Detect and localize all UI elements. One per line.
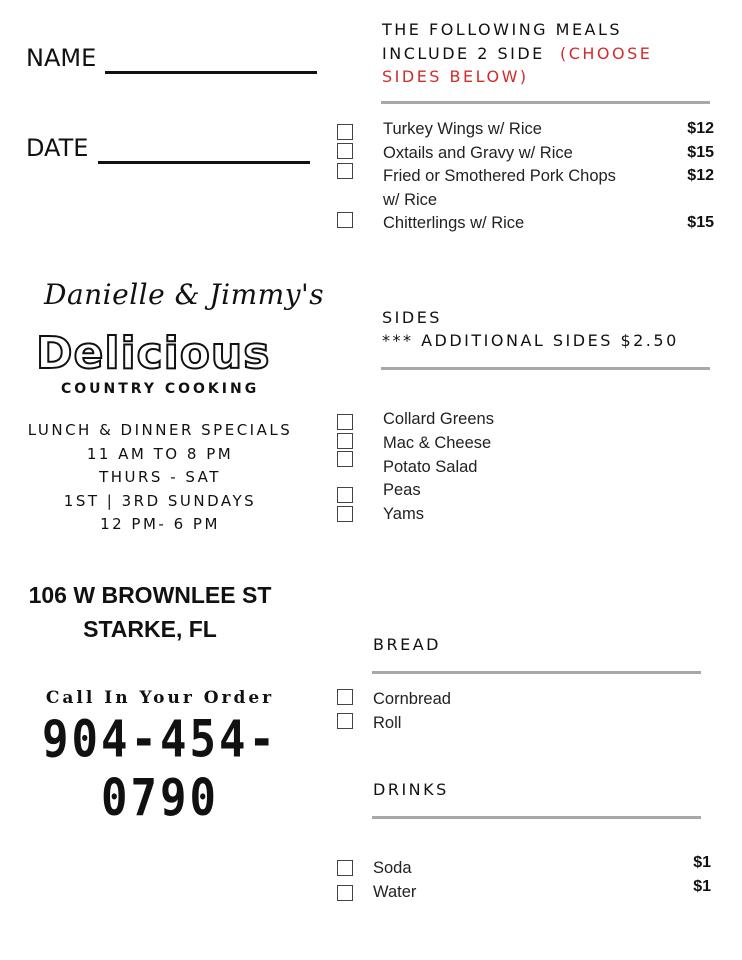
sides-divider <box>381 367 710 370</box>
side-item: Peas <box>383 481 421 499</box>
bread-item: Roll <box>373 714 402 732</box>
sides-subheading: *** ADDITIONAL SIDES $2.50 <box>382 331 679 350</box>
meal-item-label-cont: w/ Rice <box>383 191 438 209</box>
bread-checkbox[interactable] <box>337 713 353 729</box>
brand-subtitle: COUNTRY COOKING <box>61 381 260 397</box>
meal-item-label: Fried or Smothered Pork Chops <box>383 167 616 185</box>
meal-item-price: $12 <box>687 120 714 137</box>
date-label: DATE <box>26 134 89 162</box>
meal-checkbox[interactable] <box>337 212 353 228</box>
hours-line: 1ST | 3RD SUNDAYS <box>63 491 257 510</box>
meals-heading-accent2: SIDES BELOW) <box>382 67 529 86</box>
meals-heading-line2-text: INCLUDE 2 SIDE <box>382 43 545 63</box>
date-line[interactable] <box>98 161 310 164</box>
name-label: NAME <box>26 44 97 72</box>
side-checkbox[interactable] <box>337 433 353 449</box>
meal-item-price: $15 <box>687 144 714 161</box>
hours-line: LUNCH & DINNER SPECIALS <box>27 421 293 439</box>
bread-checkbox[interactable] <box>337 689 353 705</box>
hours-block <box>20 419 300 537</box>
drink-item-label: Soda <box>373 859 412 877</box>
brand-logo-word: Delicious <box>36 328 271 379</box>
hours-line: 11 AM TO 8 PM <box>86 444 234 463</box>
address-street: 106 W BROWNLEE ST <box>28 582 272 608</box>
phone-number[interactable]: 904-454-0790 <box>42 710 278 828</box>
brand-script-line: Danielle & Jimmy's <box>44 278 325 311</box>
meals-divider <box>381 101 710 104</box>
drinks-heading: DRINKS <box>373 780 449 799</box>
address-city: STARKE, FL <box>83 616 217 642</box>
bread-divider <box>372 671 701 674</box>
side-item: Potato Salad <box>383 458 478 476</box>
side-item: Yams <box>383 505 424 523</box>
drink-checkbox[interactable] <box>337 860 353 876</box>
meal-checkbox[interactable] <box>337 143 353 159</box>
drink-item-price: $1 <box>693 878 711 895</box>
drink-item-label: Water <box>373 883 417 901</box>
sides-heading: SIDES <box>382 308 442 327</box>
side-item: Collard Greens <box>383 410 494 428</box>
side-checkbox[interactable] <box>337 506 353 522</box>
address-block <box>0 578 300 646</box>
meals-heading-line1: THE FOLLOWING MEALS <box>382 20 623 39</box>
bread-item: Cornbread <box>373 690 451 708</box>
side-checkbox[interactable] <box>337 487 353 503</box>
meals-heading-line2 <box>382 42 652 66</box>
meal-item-price: $12 <box>687 167 714 184</box>
meal-item-label: Turkey Wings w/ Rice <box>383 120 542 138</box>
name-line[interactable] <box>105 71 317 74</box>
hours-line: 12 PM- 6 PM <box>100 515 220 533</box>
hours-line: THURS - SAT <box>99 468 221 486</box>
meals-heading-accent1: (CHOOSE <box>559 43 653 63</box>
meal-item-label: Oxtails and Gravy w/ Rice <box>383 144 573 162</box>
meal-item-label: Chitterlings w/ Rice <box>383 214 525 232</box>
meals-heading <box>382 18 652 89</box>
call-in-label: Call In Your Order <box>45 688 275 708</box>
side-checkbox[interactable] <box>337 451 353 467</box>
drinks-divider <box>372 816 701 819</box>
meal-checkbox[interactable] <box>337 124 353 140</box>
side-item: Mac & Cheese <box>383 434 492 452</box>
drink-item-price: $1 <box>693 854 711 871</box>
drink-checkbox[interactable] <box>337 885 353 901</box>
side-checkbox[interactable] <box>337 414 353 430</box>
bread-heading: BREAD <box>373 635 441 654</box>
meal-checkbox[interactable] <box>337 163 353 179</box>
meal-item-price: $15 <box>687 214 714 231</box>
